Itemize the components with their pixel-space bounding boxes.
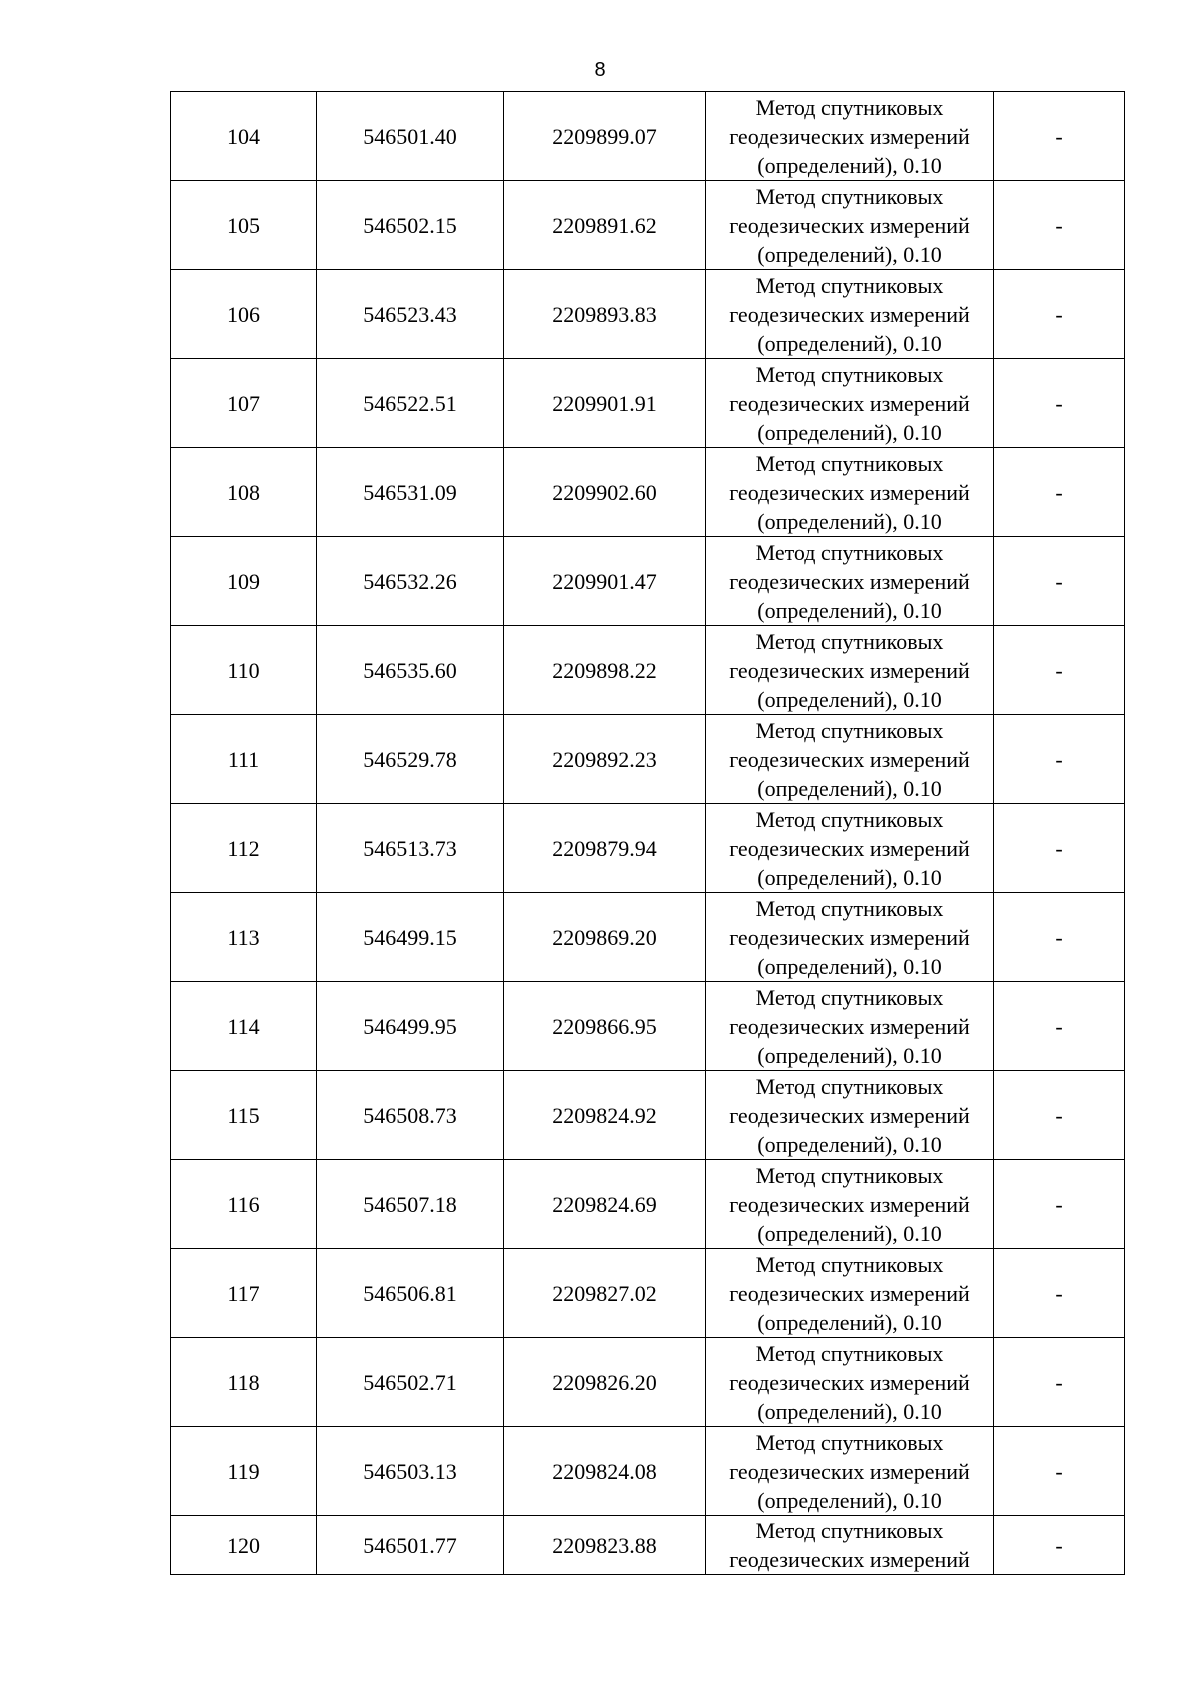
x-coordinate-cell: 546535.60 xyxy=(317,626,504,715)
method-cell xyxy=(706,270,994,359)
method-line: геодезических измерений xyxy=(729,1102,970,1128)
method-line: Метод спутниковых xyxy=(755,94,944,120)
point-number-cell: 111 xyxy=(171,715,317,804)
method-line: Метод спутниковых xyxy=(755,984,944,1010)
y-coordinate-cell: 2209824.92 xyxy=(504,1071,706,1160)
point-number-cell: 114 xyxy=(171,982,317,1071)
method-line: геодезических измерений xyxy=(729,1280,970,1306)
note-cell: - xyxy=(994,626,1125,715)
y-coordinate-cell: 2209824.69 xyxy=(504,1160,706,1249)
method-cell xyxy=(706,893,994,982)
method-cell xyxy=(706,1427,994,1516)
point-number-cell: 119 xyxy=(171,1427,317,1516)
method-cell xyxy=(706,1249,994,1338)
table-row xyxy=(171,1338,1125,1427)
method-cell xyxy=(706,1516,994,1575)
point-number-cell: 113 xyxy=(171,893,317,982)
note-cell: - xyxy=(994,1427,1125,1516)
point-number-cell: 115 xyxy=(171,1071,317,1160)
method-line: (определений), 0.10 xyxy=(757,419,942,445)
y-coordinate-cell: 2209869.20 xyxy=(504,893,706,982)
method-line: геодезических измерений xyxy=(729,390,970,416)
table-row xyxy=(171,1160,1125,1249)
method-line: (определений), 0.10 xyxy=(757,1487,942,1513)
note-cell: - xyxy=(994,893,1125,982)
method-line: геодезических измерений xyxy=(729,1191,970,1217)
method-line: Метод спутниковых xyxy=(755,895,944,921)
method-line: (определений), 0.10 xyxy=(757,1131,942,1157)
method-line: (определений), 0.10 xyxy=(757,1309,942,1335)
point-number-cell: 117 xyxy=(171,1249,317,1338)
point-number-cell: 116 xyxy=(171,1160,317,1249)
y-coordinate-cell: 2209898.22 xyxy=(504,626,706,715)
method-line: Метод спутниковых xyxy=(755,628,944,654)
method-line: Метод спутниковых xyxy=(755,361,944,387)
method-line: (определений), 0.10 xyxy=(757,597,942,623)
method-line: геодезических измерений xyxy=(729,657,970,683)
x-coordinate-cell: 546503.13 xyxy=(317,1427,504,1516)
note-cell: - xyxy=(994,1516,1125,1575)
point-number-cell: 107 xyxy=(171,359,317,448)
x-coordinate-cell: 546501.77 xyxy=(317,1516,504,1575)
table-row xyxy=(171,448,1125,537)
method-line: Метод спутниковых xyxy=(755,1429,944,1455)
note-cell: - xyxy=(994,359,1125,448)
table-row xyxy=(171,537,1125,626)
note-cell: - xyxy=(994,1071,1125,1160)
method-line: Метод спутниковых xyxy=(755,1518,944,1543)
method-line: Метод спутниковых xyxy=(755,183,944,209)
table-row xyxy=(171,893,1125,982)
point-number-cell: 105 xyxy=(171,181,317,270)
table-row xyxy=(171,715,1125,804)
method-line: геодезических измерений xyxy=(729,568,970,594)
point-number-cell: 120 xyxy=(171,1516,317,1575)
method-line: (определений), 0.10 xyxy=(757,241,942,267)
method-line: геодезических измерений xyxy=(729,746,970,772)
x-coordinate-cell: 546522.51 xyxy=(317,359,504,448)
method-line: Метод спутниковых xyxy=(755,450,944,476)
x-coordinate-cell: 546531.09 xyxy=(317,448,504,537)
note-cell: - xyxy=(994,537,1125,626)
note-cell: - xyxy=(994,804,1125,893)
y-coordinate-cell: 2209901.47 xyxy=(504,537,706,626)
x-coordinate-cell: 546501.40 xyxy=(317,92,504,181)
table-row xyxy=(171,92,1125,181)
coordinates-table xyxy=(170,91,1125,1575)
method-line: Метод спутниковых xyxy=(755,1073,944,1099)
method-line: Метод спутниковых xyxy=(755,1251,944,1277)
method-line: (определений), 0.10 xyxy=(757,864,942,890)
note-cell: - xyxy=(994,1249,1125,1338)
x-coordinate-cell: 546523.43 xyxy=(317,270,504,359)
method-line: Метод спутниковых xyxy=(755,717,944,743)
x-coordinate-cell: 546499.15 xyxy=(317,893,504,982)
method-cell xyxy=(706,92,994,181)
method-line: Метод спутниковых xyxy=(755,806,944,832)
x-coordinate-cell: 546499.95 xyxy=(317,982,504,1071)
note-cell: - xyxy=(994,982,1125,1071)
y-coordinate-cell: 2209892.23 xyxy=(504,715,706,804)
table-row xyxy=(171,626,1125,715)
y-coordinate-cell: 2209879.94 xyxy=(504,804,706,893)
method-line: (определений), 0.10 xyxy=(757,152,942,178)
method-line: геодезических измерений xyxy=(729,924,970,950)
method-line: (определений), 0.10 xyxy=(757,1398,942,1424)
y-coordinate-cell: 2209893.83 xyxy=(504,270,706,359)
method-line: Метод спутниковых xyxy=(755,539,944,565)
x-coordinate-cell: 546502.71 xyxy=(317,1338,504,1427)
point-number-cell: 108 xyxy=(171,448,317,537)
table-row xyxy=(171,1427,1125,1516)
table-row xyxy=(171,804,1125,893)
method-line: геодезических измерений xyxy=(729,212,970,238)
table-row xyxy=(171,982,1125,1071)
method-cell xyxy=(706,1338,994,1427)
x-coordinate-cell: 546506.81 xyxy=(317,1249,504,1338)
point-number-cell: 109 xyxy=(171,537,317,626)
x-coordinate-cell: 546502.15 xyxy=(317,181,504,270)
method-cell xyxy=(706,982,994,1071)
method-cell xyxy=(706,804,994,893)
y-coordinate-cell: 2209891.62 xyxy=(504,181,706,270)
method-line: (определений), 0.10 xyxy=(757,1220,942,1246)
table-row xyxy=(171,1516,1125,1575)
method-cell xyxy=(706,537,994,626)
method-line: геодезических измерений xyxy=(729,1013,970,1039)
note-cell: - xyxy=(994,715,1125,804)
point-number-cell: 106 xyxy=(171,270,317,359)
method-cell xyxy=(706,626,994,715)
method-line: (определений), 0.10 xyxy=(757,775,942,801)
table-row xyxy=(171,1071,1125,1160)
method-cell xyxy=(706,1071,994,1160)
method-line: геодезических измерений xyxy=(729,479,970,505)
method-cell xyxy=(706,715,994,804)
note-cell: - xyxy=(994,1338,1125,1427)
x-coordinate-cell: 546507.18 xyxy=(317,1160,504,1249)
point-number-cell: 112 xyxy=(171,804,317,893)
method-line: геодезических измерений xyxy=(729,123,970,149)
method-line: Метод спутниковых xyxy=(755,1162,944,1188)
method-line: (определений), 0.10 xyxy=(757,686,942,712)
y-coordinate-cell: 2209823.88 xyxy=(504,1516,706,1575)
table-row xyxy=(171,181,1125,270)
note-cell: - xyxy=(994,1160,1125,1249)
coordinates-table-body xyxy=(171,92,1125,1575)
method-line: геодезических измерений xyxy=(729,1369,970,1395)
method-line: геодезических измерений xyxy=(729,835,970,861)
point-number-cell: 104 xyxy=(171,92,317,181)
x-coordinate-cell: 546532.26 xyxy=(317,537,504,626)
note-cell: - xyxy=(994,270,1125,359)
table-row xyxy=(171,1249,1125,1338)
y-coordinate-cell: 2209824.08 xyxy=(504,1427,706,1516)
y-coordinate-cell: 2209902.60 xyxy=(504,448,706,537)
note-cell: - xyxy=(994,448,1125,537)
method-line: геодезических измерений xyxy=(729,1547,970,1572)
method-line: Метод спутниковых xyxy=(755,272,944,298)
y-coordinate-cell: 2209827.02 xyxy=(504,1249,706,1338)
point-number-cell: 110 xyxy=(171,626,317,715)
table-row xyxy=(171,270,1125,359)
y-coordinate-cell: 2209901.91 xyxy=(504,359,706,448)
note-cell: - xyxy=(994,92,1125,181)
point-number-cell: 118 xyxy=(171,1338,317,1427)
method-cell xyxy=(706,1160,994,1249)
x-coordinate-cell: 546529.78 xyxy=(317,715,504,804)
method-line: Метод спутниковых xyxy=(755,1340,944,1366)
method-line: геодезических измерений xyxy=(729,1458,970,1484)
method-cell xyxy=(706,448,994,537)
method-line: (определений), 0.10 xyxy=(757,953,942,979)
note-cell: - xyxy=(994,181,1125,270)
y-coordinate-cell: 2209899.07 xyxy=(504,92,706,181)
table-row xyxy=(171,359,1125,448)
method-line: геодезических измерений xyxy=(729,301,970,327)
method-cell xyxy=(706,181,994,270)
method-line: (определений), 0.10 xyxy=(757,1042,942,1068)
x-coordinate-cell: 546513.73 xyxy=(317,804,504,893)
y-coordinate-cell: 2209826.20 xyxy=(504,1338,706,1427)
page-number: 8 xyxy=(594,59,606,81)
method-line: (определений), 0.10 xyxy=(757,330,942,356)
method-cell xyxy=(706,359,994,448)
method-line: (определений), 0.10 xyxy=(757,508,942,534)
y-coordinate-cell: 2209866.95 xyxy=(504,982,706,1071)
x-coordinate-cell: 546508.73 xyxy=(317,1071,504,1160)
